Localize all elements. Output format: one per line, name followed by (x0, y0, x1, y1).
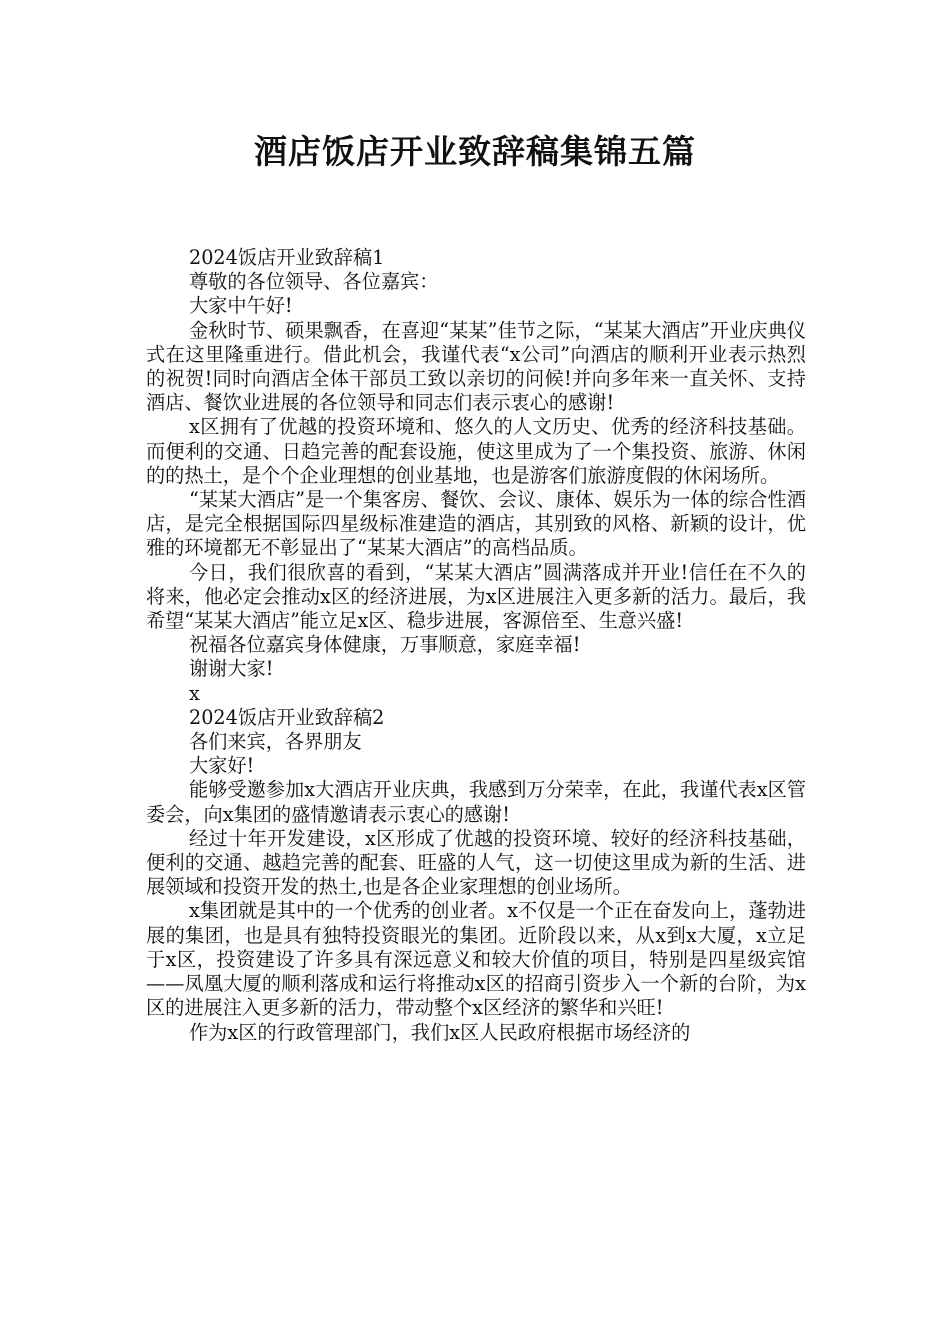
greeting: 大家好! (189, 754, 255, 778)
paragraph: 作为x区的行政管理部门，我们x区人民政府根据市场经济的 (189, 1020, 691, 1044)
greeting: 大家中午好! (189, 294, 293, 318)
signature-placeholder: x (189, 681, 200, 705)
paragraph: x集团就是其中的一个优秀的创业者。x不仅是一个正在奋发向上，蓬勃进展的集团，也是具有独特投资眼光的集团。近阶段以来，从x到x大厦，x立足于x区，投资建设了许多具有深远意义和较大价值的项目，特别是四星级宾馆——凤凰大厦的顺利落成和运行将推动x区的招商引资步入一个新的台阶，为x区的进展注入更多新的活力，带动整个x区经济的繁华和兴旺! (146, 899, 806, 1020)
salutation: 各们来宾，各界朋友 (189, 730, 362, 754)
document-title: 酒店饭店开业致辞稿集锦五篇 (254, 132, 696, 171)
closing-wish: 祝福各位嘉宾身体健康，万事顺意，家庭幸福! (189, 633, 581, 657)
section-heading-2: 2024饭店开业致辞稿2 (189, 705, 385, 729)
document-body (146, 246, 806, 1045)
paragraph: 能够受邀参加x大酒店开业庆典，我感到万分荣幸，在此，我谨代表x区管委会，向x集团的盛情邀请表示衷心的感谢! (146, 778, 806, 826)
paragraph: 金秋时节、硕果飘香，在喜迎“某某”佳节之际，“某某大酒店”开业庆典仪式在这里隆重进行。借此机会，我谨代表“x公司”向酒店的顺利开业表示热烈的祝贺!同时向酒店全体干部员工致以亲切的问候!并向多年来一直关怀、支持酒店、餐饮业进展的各位领导和同志们表示衷心的感谢! (146, 318, 806, 415)
paragraph: x区拥有了优越的投资环境和、悠久的人文历史、优秀的经济科技基础。而便利的交通、日趋完善的配套设施，使这里成为了一个集投资、旅游、休闲的的热土，是个个企业理想的创业基地，也是游客们旅游度假的休闲场所。 (146, 415, 806, 487)
paragraph: 经过十年开发建设，x区形成了优越的投资环境、较好的经济科技基础，便利的交通、越趋完善的配套、旺盛的人气，这一切使这里成为新的生活、进展领域和投资开发的热土,也是各企业家理想的创业场所。 (146, 826, 806, 899)
paragraph: 今日，我们很欣喜的看到，“某某大酒店”圆满落成并开业!信任在不久的将来，他必定会推动x区的经济进展，为x区进展注入更多新的活力。最后，我希望“某某大酒店”能立足x区、稳步进展，客源倍至、生意兴盛! (146, 560, 806, 633)
paragraph: “某某大酒店”是一个集客房、餐饮、会议、康体、娱乐为一体的综合性酒店，是完全根据国际四星级标准建造的酒店，其别致的风格、新颖的设计，优雅的环境都无不彰显出了“某某大酒店”的高档品质。 (146, 488, 806, 560)
salutation: 尊敬的各位领导、各位嘉宾： (189, 270, 439, 294)
thanks-line: 谢谢大家! (189, 657, 274, 681)
section-heading-1: 2024饭店开业致辞稿1 (189, 246, 385, 269)
